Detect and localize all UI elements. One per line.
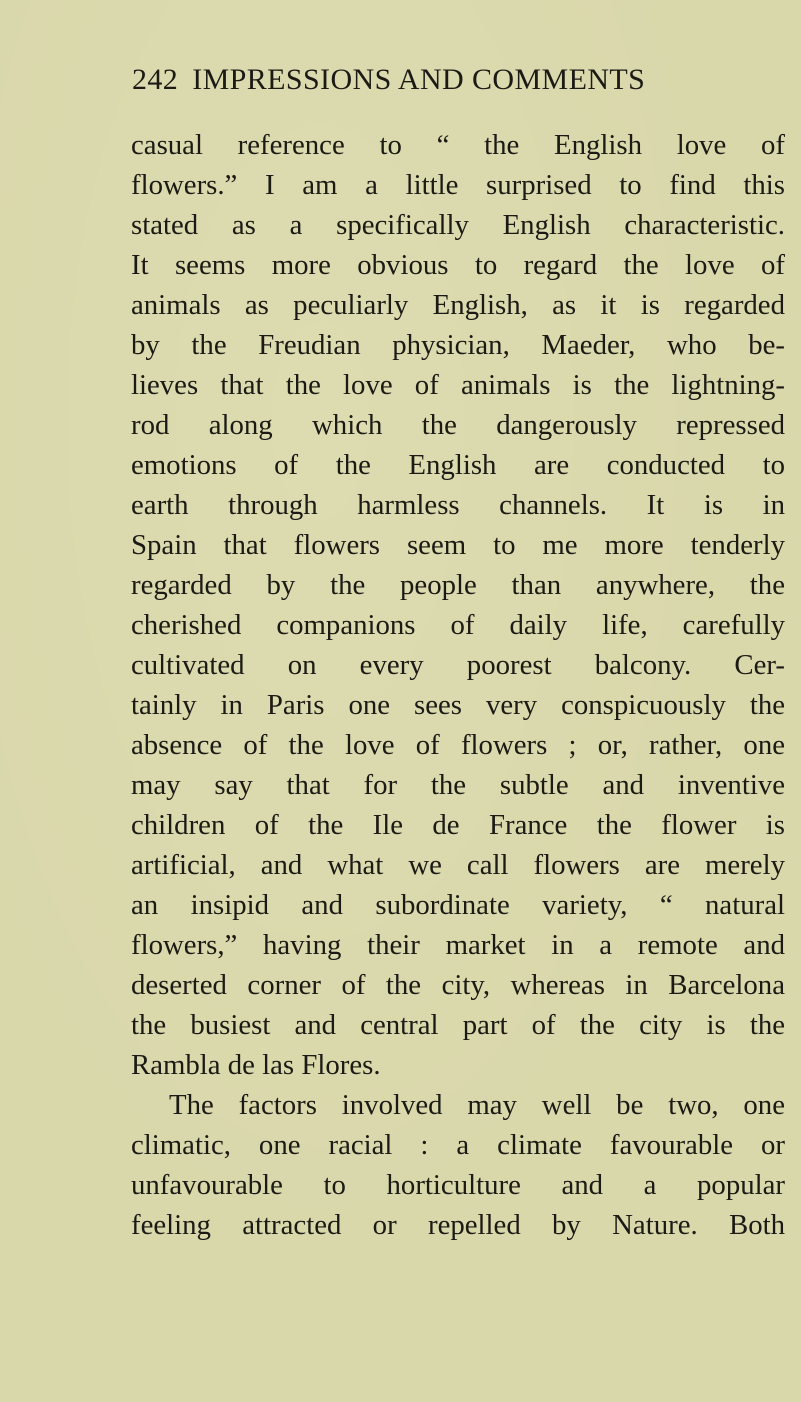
text-line: stated as a specifically English characteristic.	[131, 209, 785, 241]
text-line: absence of the love of flowers ; or, rather, one	[131, 729, 785, 761]
text-line: may say that for the subtle and inventive	[131, 769, 785, 801]
text-line: climatic, one racial : a climate favourable or	[131, 1129, 785, 1161]
text-line: rod along which the dangerously repressed	[131, 409, 785, 441]
text-line-paragraph-end: Rambla de las Flores.	[131, 1049, 381, 1081]
text-line: an insipid and subordinate variety, “ natural	[131, 889, 785, 921]
text-line: deserted corner of the city, whereas in Barcelona	[131, 969, 785, 1001]
text-line: children of the Ile de France the flower is	[131, 809, 785, 841]
body-text	[131, 125, 785, 1245]
text-line: cherished companions of daily life, carefully	[131, 609, 785, 641]
text-line: casual reference to “ the English love of	[131, 129, 785, 161]
text-line-paragraph-start: The factors involved may well be two, one	[169, 1089, 785, 1121]
text-line: emotions of the English are conducted to	[131, 449, 785, 481]
text-line: It seems more obvious to regard the love of	[131, 249, 785, 281]
text-line: the busiest and central part of the city is the	[131, 1009, 785, 1041]
text-line: flowers,” having their market in a remote and	[131, 929, 785, 961]
text-line: unfavourable to horticulture and a popular	[131, 1169, 785, 1201]
text-line: feeling attracted or repelled by Nature. Both	[131, 1209, 785, 1241]
text-line: tainly in Paris one sees very conspicuously the	[131, 689, 785, 721]
text-line: earth through harmless channels. It is in	[131, 489, 785, 521]
running-head-title: IMPRESSIONS AND COMMENTS	[192, 63, 646, 96]
text-line: cultivated on every poorest balcony. Cer-	[131, 649, 785, 681]
text-line: by the Freudian physician, Maeder, who be-	[131, 329, 785, 361]
text-line: flowers.” I am a little surprised to find this	[131, 169, 785, 201]
text-line: animals as peculiarly English, as it is regarded	[131, 289, 785, 321]
page-number: 242	[132, 63, 179, 96]
text-line: artificial, and what we call flowers are merely	[131, 849, 785, 881]
text-line: lieves that the love of animals is the lightning-	[131, 369, 785, 401]
text-line: regarded by the people than anywhere, the	[131, 569, 785, 601]
text-line: Spain that flowers seem to me more tenderly	[131, 529, 785, 561]
running-head	[132, 62, 732, 98]
